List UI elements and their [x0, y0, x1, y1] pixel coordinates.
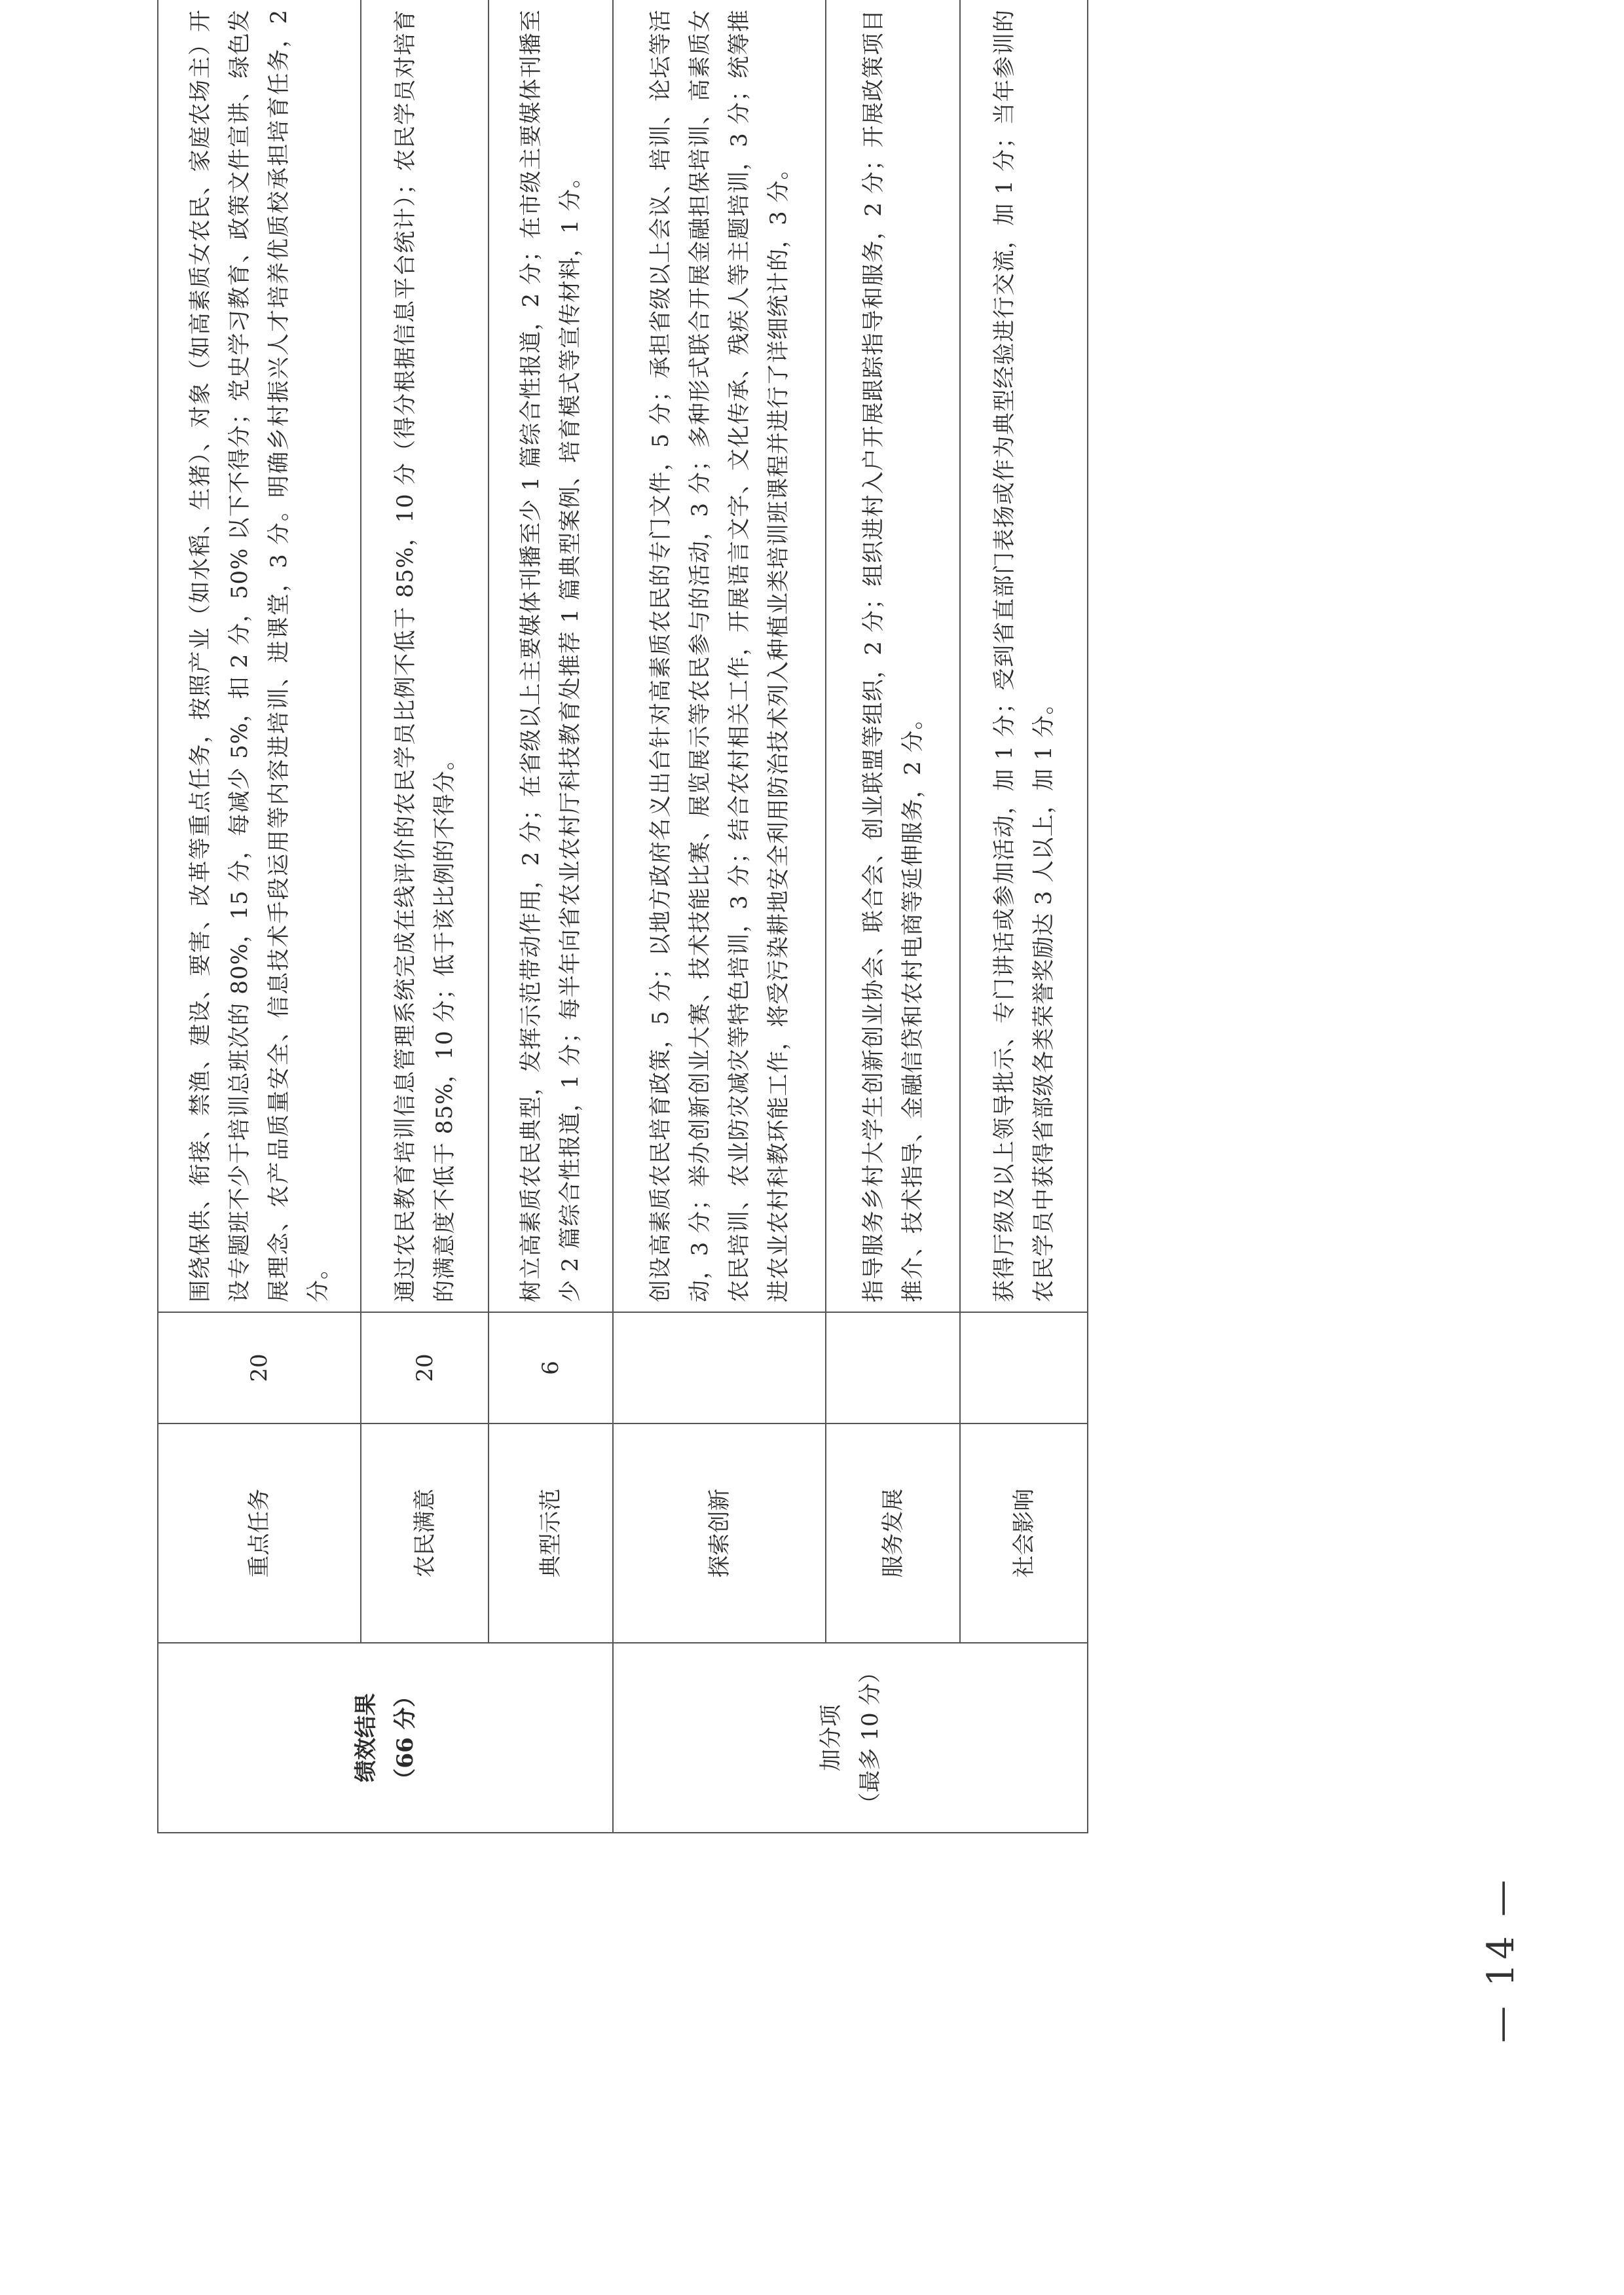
item-name: 探索创新: [613, 1423, 826, 1643]
item-name: 社会影响: [960, 1423, 1088, 1643]
item-name: 服务发展: [826, 1423, 960, 1643]
item-name: 重点任务: [158, 1423, 361, 1643]
rotated-table-container: [157, 0, 1087, 1833]
category-cell: [613, 1643, 1088, 1833]
item-score: 6: [489, 1312, 613, 1423]
item-description: 创设高素质农民培育政策，5 分；以地方政府名义出台针对高素质农民的专门文件，5 分；承担省级以上会议、培训、论坛等活动，3 分；举办创新创业大赛、技术技能比赛、展览展示等农民参与的活动，3 分；多种形式联合开展金融担保培训、高素质女农民培训、农业防灾减灾等特色培训，3 分；结合农村相关工作，开展语言文字、文化传承、残疾人等主题培训，3 分；统筹推进农业农村科教环能工作，将受污染耕地安全利用防治技术列入种植业类培训班课程并进行了详细统计的，3 分。: [613, 0, 826, 1312]
item-name: 农民满意: [361, 1423, 489, 1643]
item-description: 围绕保供、衔接、禁渔、建设、要害、改革等重点任务，按照产业（如水稻、生猪）、对象（如高素质女农民、家庭农场主）开设专题班不少于培训总班次的 80%，15 分，每减少 5%，扣 2 分，50% 以下不得分；党史学习教育、政策文件宣讲、绿色发展理念、农产品质量安全、信息技术手段运用等内容进培训、进课堂，3 分。明确乡村振兴人才培养优质校承担培育任务，2 分。: [158, 0, 361, 1312]
category-subtitle: （最多 10 分）: [857, 1661, 883, 1815]
table-row: [613, 0, 826, 1833]
item-score: [826, 1312, 960, 1423]
table-row: [960, 0, 1088, 1833]
category-title: 加分项: [817, 1704, 844, 1771]
item-description: 获得厅级及以上领导批示、专门讲话或参加活动，加 1 分；受到省直部门表扬或作为典型经验进行交流，加 1 分；当年参训的农民学员中获得省部级各类荣誉奖励达 3 人以上，加 1 分。: [960, 0, 1088, 1312]
table-row: [158, 0, 361, 1833]
table-row: [489, 0, 613, 1833]
evaluation-table: [157, 0, 1088, 1833]
table-row: [361, 0, 489, 1833]
item-description: 指导服务乡村大学生创新创业协会、联合会、创业联盟等组织，2 分；组织进村入户开展跟踪指导和服务，2 分；开展政策项目推介、技术指导、金融信贷和农村电商等延伸服务，2 分。: [826, 0, 960, 1312]
item-score: 20: [158, 1312, 361, 1423]
table-row: [826, 0, 960, 1833]
item-description: 树立高素质农民典型，发挥示范带动作用，2 分；在省级以上主要媒体刊播至少 1 篇综合性报道，2 分；在市级主要媒体刊播至少 2 篇综合性报道，1 分；每半年向省农业农村厅科技教育处推荐 1 篇典型案例、培育模式等宣传材料，1 分。: [489, 0, 613, 1312]
item-name: 典型示范: [489, 1423, 613, 1643]
item-score: [960, 1312, 1088, 1423]
category-title: 绩效结果: [352, 1693, 379, 1782]
item-score: 20: [361, 1312, 489, 1423]
item-description: 通过农民教育培训信息管理系统完成在线评价的农民学员比例不低于 85%，10 分（得分根据信息平台统计）；农民学员对培育的满意度不低于 85%，10 分；低于该比例的不得分。: [361, 0, 489, 1312]
category-subtitle: （66 分）: [392, 1685, 418, 1791]
item-score: [613, 1312, 826, 1423]
category-cell: [158, 1643, 613, 1833]
page-number: — 14 —: [1479, 1876, 1522, 2043]
